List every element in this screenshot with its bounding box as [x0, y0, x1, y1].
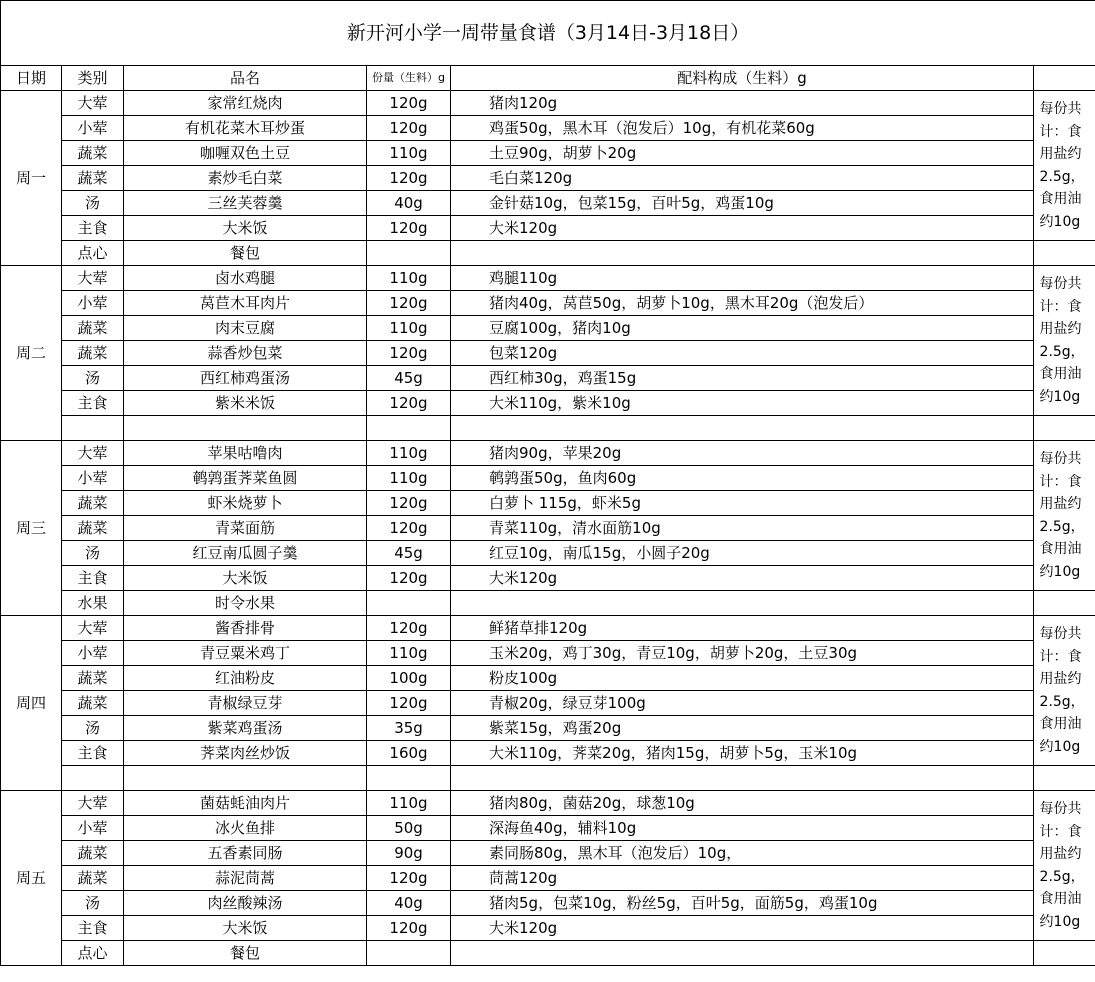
ingredients-cell — [451, 941, 1034, 966]
dish-cell: 紫米米饭 — [124, 391, 367, 416]
portion-cell: 45g — [367, 366, 451, 391]
ingredients-cell: 茼蒿120g — [451, 866, 1034, 891]
ingredients-cell: 大米120g — [451, 566, 1034, 591]
nutrition-note-text: 每份共计：食用盐约2.5g，食用油约10g — [1039, 801, 1085, 930]
category-cell: 蔬菜 — [62, 841, 124, 866]
dish-cell: 餐包 — [124, 941, 367, 966]
portion-cell: 35g — [367, 716, 451, 741]
header-date: 日期 — [1, 66, 62, 91]
ingredients-cell: 大米110g，荠菜20g，猪肉15g，胡萝卜5g，玉米10g — [451, 741, 1034, 766]
portion-cell: 110g — [367, 141, 451, 166]
portion-cell: 90g — [367, 841, 451, 866]
category-cell: 小荤 — [62, 291, 124, 316]
portion-cell — [367, 766, 451, 791]
table-row — [1, 591, 1095, 616]
portion-cell: 120g — [367, 916, 451, 941]
dish-cell: 大米饭 — [124, 566, 367, 591]
note-blank-cell — [1034, 941, 1095, 966]
dish-cell: 蒜香炒包菜 — [124, 341, 367, 366]
portion-cell — [367, 941, 451, 966]
dish-cell: 大米饭 — [124, 916, 367, 941]
header-ingredients: 配料构成（生料）g — [451, 66, 1034, 91]
portion-cell — [367, 241, 451, 266]
category-cell: 蔬菜 — [62, 866, 124, 891]
ingredients-cell: 素同肠80g，黑木耳（泡发后）10g， — [451, 841, 1034, 866]
note-blank-cell — [1034, 241, 1095, 266]
dish-cell: 虾米烧萝卜 — [124, 491, 367, 516]
category-cell: 蔬菜 — [62, 491, 124, 516]
table-row — [1, 141, 1095, 166]
portion-cell: 120g — [367, 491, 451, 516]
portion-cell — [367, 416, 451, 441]
portion-cell: 120g — [367, 616, 451, 641]
portion-cell: 110g — [367, 316, 451, 341]
dish-cell: 青菜面筋 — [124, 516, 367, 541]
nutrition-note — [1034, 791, 1095, 941]
ingredients-cell: 金针菇10g，包菜15g，百叶5g，鸡蛋10g — [451, 191, 1034, 216]
table-row — [1, 566, 1095, 591]
table-row — [1, 191, 1095, 216]
portion-cell: 120g — [367, 116, 451, 141]
table-row — [1, 716, 1095, 741]
table-row — [1, 666, 1095, 691]
day-label: 周一 — [1, 91, 62, 266]
dish-cell: 卤水鸡腿 — [124, 266, 367, 291]
table-row — [1, 616, 1095, 641]
nutrition-note — [1034, 441, 1095, 591]
ingredients-cell: 白萝卜 115g，虾米5g — [451, 491, 1034, 516]
category-cell: 主食 — [62, 391, 124, 416]
header-portion: 份量（生料）g — [367, 66, 451, 91]
table-row — [1, 166, 1095, 191]
day-label: 周五 — [1, 791, 62, 966]
portion-cell: 120g — [367, 91, 451, 116]
table-row — [1, 791, 1095, 816]
category-cell: 主食 — [62, 566, 124, 591]
dish-cell: 五香素同肠 — [124, 841, 367, 866]
portion-cell: 50g — [367, 816, 451, 841]
category-cell: 点心 — [62, 941, 124, 966]
portion-cell: 40g — [367, 891, 451, 916]
ingredients-cell: 鸡腿110g — [451, 266, 1034, 291]
table-row — [1, 741, 1095, 766]
ingredients-cell: 西红柿30g，鸡蛋15g — [451, 366, 1034, 391]
table-row — [1, 466, 1095, 491]
category-cell: 蔬菜 — [62, 316, 124, 341]
note-blank-cell — [1034, 766, 1095, 791]
dish-cell: 苹果咕噜肉 — [124, 441, 367, 466]
title-row — [1, 1, 1095, 66]
ingredients-cell: 猪肉120g — [451, 91, 1034, 116]
ingredients-cell: 大米120g — [451, 216, 1034, 241]
day-label: 周四 — [1, 616, 62, 791]
portion-cell: 110g — [367, 266, 451, 291]
portion-cell: 120g — [367, 341, 451, 366]
portion-cell: 110g — [367, 466, 451, 491]
table-row — [1, 941, 1095, 966]
table-row — [1, 491, 1095, 516]
category-cell: 蔬菜 — [62, 341, 124, 366]
nutrition-note — [1034, 91, 1095, 241]
ingredients-cell: 大米120g — [451, 916, 1034, 941]
table-row — [1, 841, 1095, 866]
portion-cell: 120g — [367, 166, 451, 191]
table-row — [1, 866, 1095, 891]
header-row — [1, 66, 1095, 91]
ingredients-cell: 粉皮100g — [451, 666, 1034, 691]
table-row — [1, 91, 1095, 116]
header-note-blank — [1034, 66, 1095, 91]
header-category: 类别 — [62, 66, 124, 91]
table-row — [1, 541, 1095, 566]
ingredients-cell: 猪肉80g，菌菇20g，球葱10g — [451, 791, 1034, 816]
portion-cell: 120g — [367, 566, 451, 591]
dish-cell: 时令水果 — [124, 591, 367, 616]
category-cell: 主食 — [62, 741, 124, 766]
portion-cell: 120g — [367, 291, 451, 316]
table-row — [1, 641, 1095, 666]
portion-cell — [367, 591, 451, 616]
table-row — [1, 316, 1095, 341]
category-cell — [62, 416, 124, 441]
dish-cell — [124, 416, 367, 441]
ingredients-cell — [451, 416, 1034, 441]
dish-cell: 大米饭 — [124, 216, 367, 241]
category-cell: 小荤 — [62, 641, 124, 666]
dish-cell — [124, 766, 367, 791]
category-cell: 汤 — [62, 366, 124, 391]
dish-cell: 肉末豆腐 — [124, 316, 367, 341]
category-cell: 蔬菜 — [62, 166, 124, 191]
dish-cell: 餐包 — [124, 241, 367, 266]
table-row — [1, 241, 1095, 266]
table-row — [1, 416, 1095, 441]
category-cell: 大荤 — [62, 91, 124, 116]
portion-cell: 110g — [367, 441, 451, 466]
dish-cell: 荠菜肉丝炒饭 — [124, 741, 367, 766]
nutrition-note-text: 每份共计：食用盐约2.5g，食用油约10g — [1039, 276, 1085, 405]
table-row — [1, 691, 1095, 716]
ingredients-cell: 青椒20g，绿豆芽100g — [451, 691, 1034, 716]
dish-cell: 三丝芙蓉羹 — [124, 191, 367, 216]
page-title: 新开河小学一周带量食谱（3月14日-3月18日） — [1, 1, 1095, 66]
ingredients-cell — [451, 591, 1034, 616]
note-blank-cell — [1034, 416, 1095, 441]
category-cell: 大荤 — [62, 441, 124, 466]
dish-cell: 青椒绿豆芽 — [124, 691, 367, 716]
table-row — [1, 391, 1095, 416]
dish-cell: 咖喱双色土豆 — [124, 141, 367, 166]
portion-cell: 120g — [367, 391, 451, 416]
table-row — [1, 341, 1095, 366]
portion-cell: 120g — [367, 216, 451, 241]
table-row — [1, 916, 1095, 941]
portion-cell: 160g — [367, 741, 451, 766]
ingredients-cell: 深海鱼40g，辅料10g — [451, 816, 1034, 841]
day-label: 周三 — [1, 441, 62, 616]
ingredients-cell: 猪肉5g，包菜10g，粉丝5g，百叶5g，面筋5g，鸡蛋10g — [451, 891, 1034, 916]
category-cell: 小荤 — [62, 116, 124, 141]
dish-cell: 红油粉皮 — [124, 666, 367, 691]
ingredients-cell: 土豆90g，胡萝卜20g — [451, 141, 1034, 166]
portion-cell: 110g — [367, 791, 451, 816]
category-cell: 主食 — [62, 916, 124, 941]
table-row — [1, 291, 1095, 316]
ingredients-cell: 猪肉90g，苹果20g — [451, 441, 1034, 466]
category-cell: 水果 — [62, 591, 124, 616]
category-cell: 汤 — [62, 891, 124, 916]
category-cell: 蔬菜 — [62, 666, 124, 691]
category-cell — [62, 766, 124, 791]
nutrition-note — [1034, 266, 1095, 416]
dish-cell: 菌菇蚝油肉片 — [124, 791, 367, 816]
category-cell: 蔬菜 — [62, 691, 124, 716]
table-row — [1, 116, 1095, 141]
portion-cell: 45g — [367, 541, 451, 566]
ingredients-cell: 包菜120g — [451, 341, 1034, 366]
category-cell: 汤 — [62, 716, 124, 741]
dish-cell: 家常红烧肉 — [124, 91, 367, 116]
dish-cell: 酱香排骨 — [124, 616, 367, 641]
category-cell: 点心 — [62, 241, 124, 266]
portion-cell: 40g — [367, 191, 451, 216]
dish-cell: 紫菜鸡蛋汤 — [124, 716, 367, 741]
category-cell: 汤 — [62, 541, 124, 566]
nutrition-note-text: 每份共计：食用盐约2.5g，食用油约10g — [1039, 451, 1085, 580]
dish-cell: 冰火鱼排 — [124, 816, 367, 841]
table-row — [1, 266, 1095, 291]
dish-cell: 红豆南瓜圆子羹 — [124, 541, 367, 566]
category-cell: 主食 — [62, 216, 124, 241]
day-label: 周二 — [1, 266, 62, 441]
table-row — [1, 816, 1095, 841]
portion-cell: 120g — [367, 866, 451, 891]
dish-cell: 莴苣木耳肉片 — [124, 291, 367, 316]
portion-cell: 110g — [367, 641, 451, 666]
dish-cell: 青豆粟米鸡丁 — [124, 641, 367, 666]
dish-cell: 鹌鹑蛋荠菜鱼圆 — [124, 466, 367, 491]
category-cell: 大荤 — [62, 616, 124, 641]
dish-cell: 素炒毛白菜 — [124, 166, 367, 191]
nutrition-note — [1034, 616, 1095, 766]
ingredients-cell: 大米110g，紫米10g — [451, 391, 1034, 416]
nutrition-note-text: 每份共计：食用盐约2.5g，食用油约10g — [1039, 101, 1085, 230]
nutrition-note-text: 每份共计：食用盐约2.5g，食用油约10g — [1039, 626, 1085, 755]
dish-cell: 西红柿鸡蛋汤 — [124, 366, 367, 391]
category-cell: 大荤 — [62, 266, 124, 291]
ingredients-cell — [451, 766, 1034, 791]
portion-cell: 120g — [367, 516, 451, 541]
dish-cell: 肉丝酸辣汤 — [124, 891, 367, 916]
ingredients-cell: 鸡蛋50g，黑木耳（泡发后）10g，有机花菜60g — [451, 116, 1034, 141]
table-row — [1, 366, 1095, 391]
ingredients-cell: 猪肉40g，莴苣50g，胡萝卜10g，黑木耳20g（泡发后） — [451, 291, 1034, 316]
table-row — [1, 216, 1095, 241]
category-cell: 蔬菜 — [62, 516, 124, 541]
ingredients-cell — [451, 241, 1034, 266]
category-cell: 汤 — [62, 191, 124, 216]
ingredients-cell: 紫菜15g，鸡蛋20g — [451, 716, 1034, 741]
ingredients-cell: 豆腐100g，猪肉10g — [451, 316, 1034, 341]
table-row — [1, 516, 1095, 541]
ingredients-cell: 毛白菜120g — [451, 166, 1034, 191]
ingredients-cell: 玉米20g，鸡丁30g，青豆10g，胡萝卜20g，土豆30g — [451, 641, 1034, 666]
table-row — [1, 441, 1095, 466]
ingredients-cell: 鲜猪草排120g — [451, 616, 1034, 641]
dish-cell: 有机花菜木耳炒蛋 — [124, 116, 367, 141]
dish-cell: 蒜泥茼蒿 — [124, 866, 367, 891]
category-cell: 大荤 — [62, 791, 124, 816]
ingredients-cell: 鹌鹑蛋50g，鱼肉60g — [451, 466, 1034, 491]
table-row — [1, 891, 1095, 916]
ingredients-cell: 红豆10g，南瓜15g，小圆子20g — [451, 541, 1034, 566]
table-row — [1, 766, 1095, 791]
category-cell: 小荤 — [62, 816, 124, 841]
category-cell: 小荤 — [62, 466, 124, 491]
header-dish: 品名 — [124, 66, 367, 91]
portion-cell: 100g — [367, 666, 451, 691]
category-cell: 蔬菜 — [62, 141, 124, 166]
portion-cell: 120g — [367, 691, 451, 716]
note-blank-cell — [1034, 591, 1095, 616]
ingredients-cell: 青菜110g，清水面筋10g — [451, 516, 1034, 541]
